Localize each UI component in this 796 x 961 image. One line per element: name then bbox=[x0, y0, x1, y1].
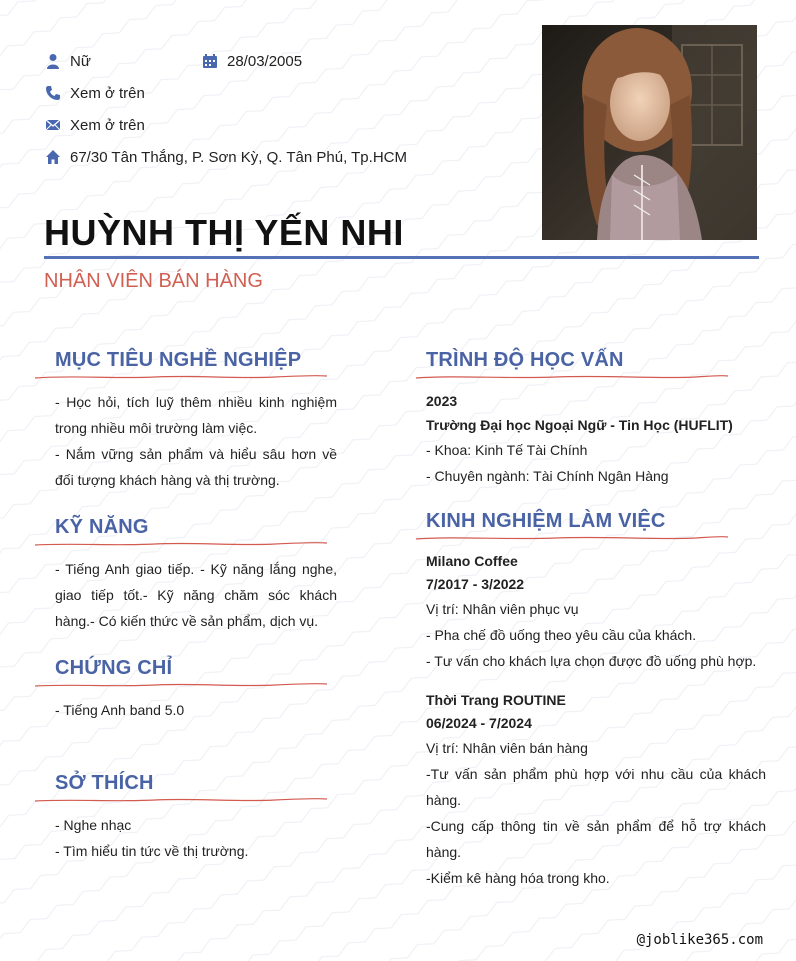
address-value: 67/30 Tân Thắng, P. Sơn Kỳ, Q. Tân Phú, Tp.HCM bbox=[70, 148, 407, 166]
job-company: Thời Trang ROUTINE bbox=[426, 692, 566, 708]
skills-underline bbox=[35, 539, 327, 549]
hobbies-heading: SỞ THÍCH bbox=[55, 772, 154, 794]
education-year: 2023 bbox=[426, 393, 458, 409]
name-divider bbox=[44, 256, 759, 259]
certificates-heading: CHỨNG CHỈ bbox=[55, 657, 173, 679]
education-underline bbox=[416, 372, 728, 382]
education-school: Trường Đại học Ngoại Ngữ - Tin Học (HUFLIT) bbox=[426, 417, 733, 433]
job-company: Milano Coffee bbox=[426, 553, 518, 569]
watermark-text: @joblike365.com bbox=[636, 932, 763, 948]
job-duty: - Pha chế đồ uống theo yêu cầu của khách. bbox=[426, 627, 697, 643]
job-title: NHÂN VIÊN BÁN HÀNG bbox=[44, 270, 263, 292]
education-block bbox=[426, 389, 766, 489]
objective-line: - Nắm vững sản phẩm và hiểu sâu hơn về đối tượng khách hàng và thị trường. bbox=[55, 446, 337, 488]
experience-heading: KINH NGHIỆM LÀM VIỆC bbox=[426, 510, 666, 532]
hobbies-underline bbox=[35, 795, 327, 805]
certificate-item: - Tiếng Anh band 5.0 bbox=[55, 702, 185, 718]
home-icon bbox=[44, 148, 62, 166]
job-entry bbox=[426, 689, 766, 891]
phone-icon bbox=[44, 84, 62, 102]
objective-underline bbox=[35, 372, 327, 382]
address-row bbox=[44, 148, 407, 166]
calendar-icon bbox=[201, 52, 219, 70]
certificates-list bbox=[55, 697, 337, 723]
job-duty: -Cung cấp thông tin về sản phẩm để hỗ trợ khách hàng. bbox=[426, 818, 766, 860]
hobby-item: - Tìm hiểu tin tức về thị trường. bbox=[55, 843, 249, 859]
education-heading: TRÌNH ĐỘ HỌC VẤN bbox=[426, 349, 624, 371]
birthday-row bbox=[201, 52, 302, 70]
job-period: 7/2017 - 3/2022 bbox=[426, 576, 525, 592]
candidate-name: HUỲNH THỊ YẾN NHI bbox=[44, 212, 404, 253]
objective-text bbox=[55, 389, 337, 493]
skills-text: - Tiếng Anh giao tiếp. - Kỹ năng lắng nghe, giao tiếp tốt.- Kỹ năng chăm sóc khách hàng.- Có kiến thức về sản phẩm, dịch vụ. bbox=[55, 561, 337, 629]
objective-line: - Học hỏi, tích luỹ thêm nhiều kinh nghiệm trong nhiều môi trường làm việc. bbox=[55, 394, 337, 436]
job-entry bbox=[426, 550, 766, 674]
education-detail: - Khoa: Kinh Tế Tài Chính bbox=[426, 442, 588, 458]
birthday-value: 28/03/2005 bbox=[227, 52, 303, 70]
email-icon bbox=[44, 116, 62, 134]
phone-value: Xem ở trên bbox=[70, 84, 145, 102]
job-period: 06/2024 - 7/2024 bbox=[426, 715, 532, 731]
experience-underline bbox=[416, 533, 728, 543]
phone-row bbox=[44, 84, 145, 102]
gender-row bbox=[44, 52, 91, 70]
email-row bbox=[44, 116, 145, 134]
job-duty: -Kiểm kê hàng hóa trong kho. bbox=[426, 870, 610, 886]
job-role: Vị trí: Nhân viên phục vụ bbox=[426, 601, 579, 617]
hobby-item: - Nghe nhạc bbox=[55, 817, 132, 833]
job-duty: -Tư vấn sản phẩm phù hợp với nhu cầu của khách hàng. bbox=[426, 766, 766, 808]
objective-heading: MỤC TIÊU NGHỀ NGHIỆP bbox=[55, 349, 302, 371]
education-detail: - Chuyên ngành: Tài Chính Ngân Hàng bbox=[426, 468, 669, 484]
skills-heading: KỸ NĂNG bbox=[55, 516, 149, 538]
user-icon bbox=[44, 52, 62, 70]
gender-value: Nữ bbox=[70, 52, 91, 70]
job-role: Vị trí: Nhân viên bán hàng bbox=[426, 740, 588, 756]
hobbies-list bbox=[55, 812, 337, 864]
profile-photo bbox=[542, 25, 757, 240]
email-value: Xem ở trên bbox=[70, 116, 145, 134]
job-duty: - Tư vấn cho khách lựa chọn được đồ uống phù hợp. bbox=[426, 653, 757, 669]
certificates-underline bbox=[35, 680, 327, 690]
